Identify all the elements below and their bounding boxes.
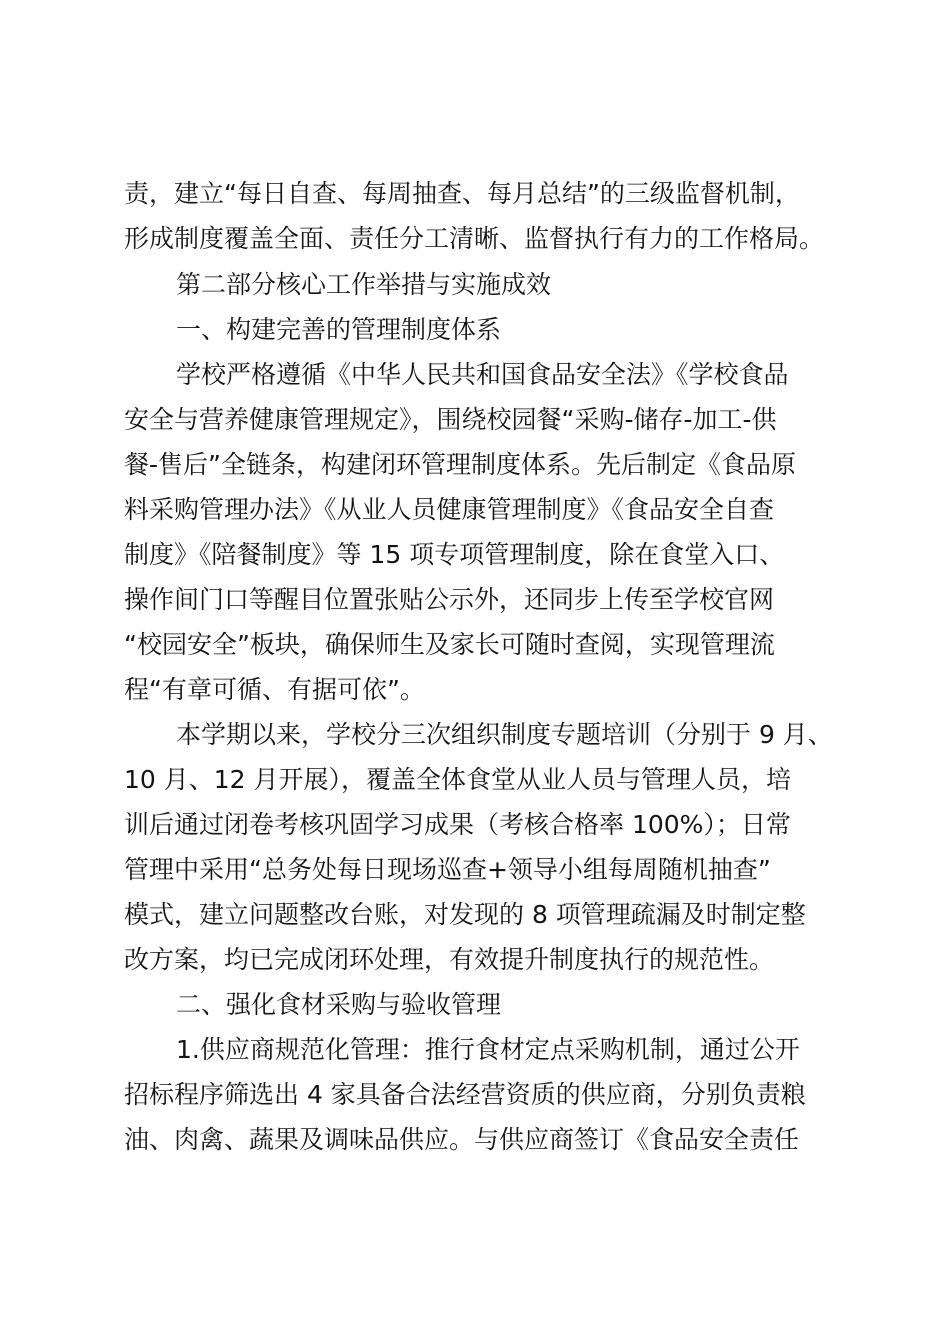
text-line: 餐-售后”全链条，构建闭环管理制度体系。先后制定《食品原: [124, 450, 796, 479]
text-line: 训后通过闭卷考核巩固学习成果（考核合格率 100%）；日常: [124, 810, 791, 839]
text-line: 管理中采用“总务处每日现场巡查+领导小组每周随机抽查”: [124, 855, 771, 884]
text-line: 油、肉禽、蔬果及调味品供应。与供应商签订《食品安全责任: [124, 1125, 800, 1154]
text-line: 程“有章可循、有据可依”。: [124, 675, 425, 704]
text-line: 制度》《陪餐制度》等 15 项专项管理制度，除在食堂入口、: [124, 540, 785, 569]
text-line: 形成制度覆盖全面、责任分工清晰、监督执行有力的工作格局。: [124, 224, 825, 253]
subsection-heading: 二、强化食材采购与验收管理: [176, 990, 502, 1019]
text-line: 1.供应商规范化管理：推行食材定点采购机制，通过公开: [176, 1035, 800, 1064]
text-line: 本学期以来，学校分三次组织制度专题培训（分别于 9 月、: [176, 720, 833, 749]
text-line: 责，建立“每日自查、每周抽查、每月总结”的三级监督机制，: [124, 179, 800, 208]
text-line: 10 月、12 月开展），覆盖全体食堂从业人员与管理人员，培: [124, 765, 792, 794]
section-heading: 第二部分核心工作举措与实施成效: [176, 270, 552, 299]
text-line: 模式，建立问题整改台账，对发现的 8 项管理疏漏及时制定整: [124, 900, 806, 929]
text-line: 安全与营养健康管理规定》，围绕校园餐“采购-储存-加工-供: [124, 405, 777, 434]
subsection-heading: 一、构建完善的管理制度体系: [176, 315, 502, 344]
text-line: 料采购管理办法》《从业人员健康管理制度》《食品安全自查: [124, 495, 775, 524]
text-line: 改方案，均已完成闭环处理，有效提升制度执行的规范性。: [124, 945, 775, 974]
text-line: “校园安全”板块，确保师生及家长可随时查阅，实现管理流: [124, 630, 775, 659]
text-line: 学校严格遵循《中华人民共和国食品安全法》《学校食品: [176, 360, 789, 389]
text-line: 操作间门口等醒目位置张贴公示外，还同步上传至学校官网: [124, 585, 775, 614]
text-line: 招标程序筛选出 4 家具备合法经营资质的供应商，分别负责粮: [124, 1080, 806, 1109]
